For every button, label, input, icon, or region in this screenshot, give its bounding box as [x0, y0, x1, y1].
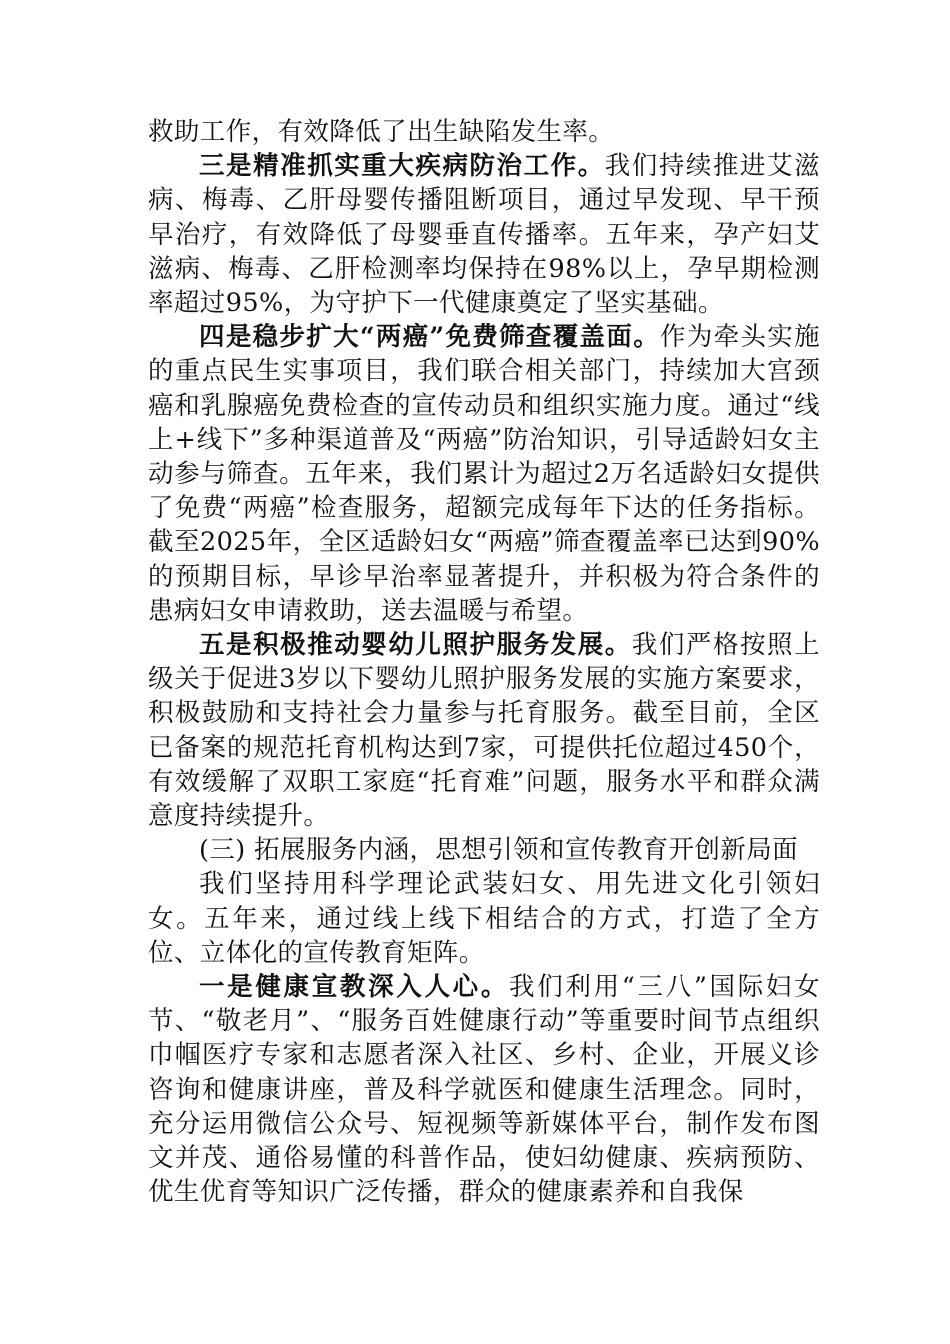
paragraph-lead: 一是健康宣教深入人心。	[199, 972, 510, 1003]
document-body	[148, 115, 820, 1210]
paragraph-text: 我们坚持用科学理论武装妇女、用先进文化引领妇女。五年来，通过线上线下相结合的方式，打造了全方位、立体化的宣传教育矩阵。	[148, 869, 820, 968]
paragraph-lead: 五是积极推动婴幼儿照护服务发展。	[199, 630, 632, 661]
section-heading	[148, 833, 820, 867]
paragraph-cancer-screening	[148, 320, 820, 628]
paragraph-disease-prevention	[148, 149, 820, 320]
section-heading-text: (三) 拓展服务内涵，思想引领和宣传教育开创新局面	[199, 835, 799, 866]
paragraph-text: 作为牵头实施的重点民生实事项目，我们联合相关部门，持续加大宫颈癌和乳腺癌免费检查的宣传动员和组织实施力度。通过“线上+线下”多种渠道普及“两癌”防治知识，引导适龄妇女主动参与筛查。五年来，我们累计为超过2万名适龄妇女提供了免费“两癌”检查服务，超额完成每年下达的任务指标。截至2025年，全区适龄妇女“两癌”筛查覆盖率已达到90%的预期目标，早诊早治率显著提升，并积极为符合条件的患病妇女申请救助，送去温暖与希望。	[148, 322, 820, 626]
paragraph-continuation	[148, 115, 820, 149]
paragraph-infant-care	[148, 628, 820, 833]
paragraph-text: 我们持续推进艾滋病、梅毒、乙肝母婴传播阻断项目，通过早发现、早干预早治疗，有效降低了母婴垂直传播率。五年来，孕产妇艾滋病、梅毒、乙肝检测率均保持在98%以上，孕早期检测率超过95%，为守护下一代健康奠定了坚实基础。	[148, 151, 820, 319]
paragraph-intro	[148, 867, 820, 970]
paragraph-text: 我们利用“三八”国际妇女节、“敬老月”、“服务百姓健康行动”等重要时间节点组织巾帼医疗专家和志愿者深入社区、乡村、企业，开展义诊咨询和健康讲座，普及科学就医和健康生活理念。同时，充分运用微信公众号、短视频等新媒体平台，制作发布图文并茂、通俗易懂的科普作品，使妇幼健康、疾病预防、优生优育等知识广泛传播，群众的健康素养和自我保	[148, 972, 820, 1208]
paragraph-lead: 三是精准抓实重大疾病防治工作。	[199, 151, 605, 182]
paragraph-text: 救助工作，有效降低了出生缺陷发生率。	[148, 117, 615, 147]
paragraph-lead: 四是稳步扩大“两癌”免费筛查覆盖面。	[199, 322, 661, 353]
paragraph-health-education	[148, 970, 820, 1209]
paragraph-text: 我们严格按照上级关于促进3岁以下婴幼儿照护服务发展的实施方案要求，积极鼓励和支持社会力量参与托育服务。截至目前，全区已备案的规范托育机构达到7家，可提供托位超过450个，有效缓解了双职工家庭“托育难”问题，服务水平和群众满意度持续提升。	[148, 630, 820, 832]
